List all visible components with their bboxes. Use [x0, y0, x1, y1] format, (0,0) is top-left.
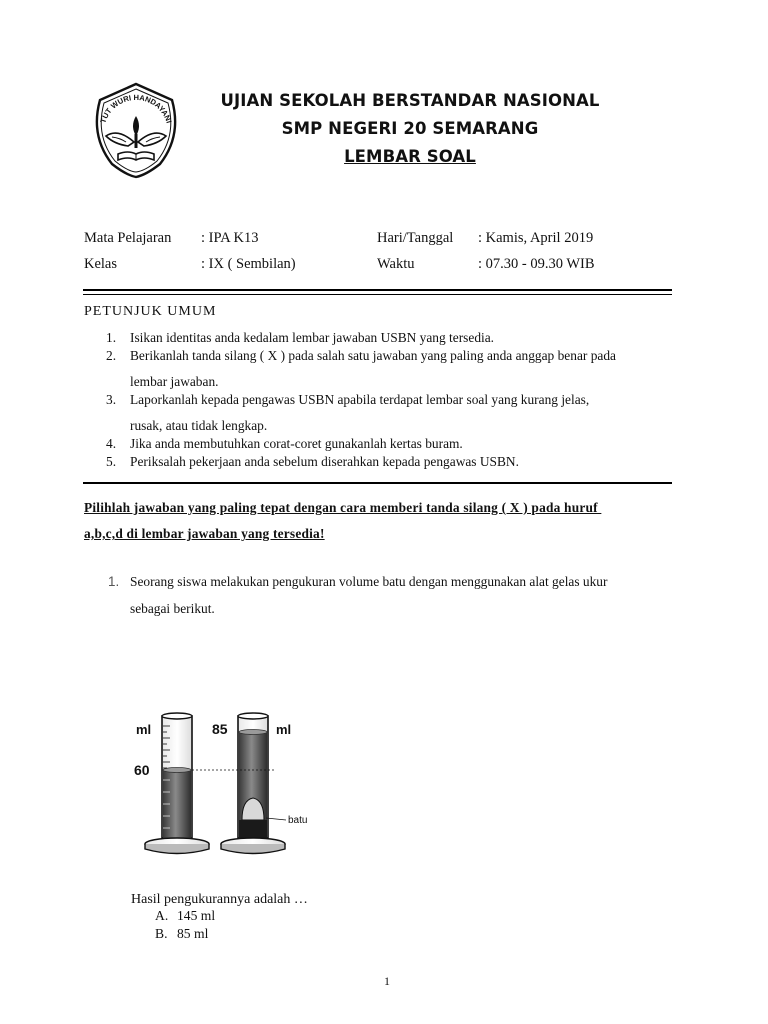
instruction-text: Laporkanlah kepada pengawas USBN apabila terdapat lembar soal yang kurang jelas, — [130, 392, 590, 407]
stone-pointer — [266, 818, 286, 820]
option-a-letter: A. — [155, 908, 169, 923]
instruction-number: 3. — [106, 392, 117, 407]
instruction-item — [86, 392, 686, 434]
instruction-text: Isikan identitas anda kedalam lembar jawaban USBN yang tersedia. — [130, 330, 495, 345]
instruction-item — [86, 330, 686, 346]
question-prompt: Hasil pengukurannya adalah … — [131, 892, 308, 907]
school-name: SMP NEGERI 20 SEMARANG — [281, 119, 539, 138]
class-label: Kelas — [84, 256, 118, 272]
sheet-title-text: LEMBAR SOAL — [344, 147, 476, 166]
option-a-text: 145 ml — [177, 908, 216, 923]
subject-value: : IPA K13 — [201, 230, 259, 246]
instruction-item — [86, 348, 686, 390]
divider-instructions-end — [83, 482, 672, 484]
right-reading-label: 85 — [212, 721, 228, 737]
question-text-cont: sebagai berikut. — [130, 601, 215, 616]
day-label: Hari/Tanggal — [377, 230, 454, 246]
class-value: : IX ( Sembilan) — [201, 256, 296, 272]
page-number: 1 — [384, 974, 390, 988]
sheet-title — [150, 147, 670, 166]
instruction-number: 4. — [106, 436, 117, 451]
instructions-heading: PETUNJUK UMUM — [84, 304, 217, 319]
time-label: Waktu — [377, 256, 415, 272]
right-unit-label: ml — [276, 722, 292, 737]
instruction-text: Berikanlah tanda silang ( X ) pada salah satu jawaban yang paling anda anggap benar pada — [130, 348, 616, 363]
instruction-text: Periksalah pekerjaan anda sebelum diserahkan kepada pengawas USBN. — [130, 454, 519, 469]
measuring-cylinders-figure — [126, 708, 332, 864]
instruction-item — [86, 436, 686, 452]
instructions-list — [86, 330, 686, 470]
instruction-number: 2. — [106, 348, 117, 363]
instruction-text-cont: lembar jawaban. — [130, 374, 219, 389]
divider-thin — [83, 294, 672, 295]
stone-label: batu — [288, 815, 308, 826]
left-level-label: 60 — [134, 762, 150, 778]
exam-title: UJIAN SEKOLAH BERSTANDAR NASIONAL — [220, 91, 600, 110]
instruction-text-cont: rusak, atau tidak lengkap. — [130, 418, 268, 433]
instruction-number: 5. — [106, 454, 117, 469]
left-unit-label: ml — [136, 722, 152, 737]
instruction-number: 1. — [106, 330, 117, 345]
question-number: 1. — [108, 574, 120, 589]
logo-motto-text: TUT WURI HANDAYANI — [98, 92, 174, 125]
instruction-text: Jika anda membutuhkan corat-coret gunakanlah kertas buram. — [130, 436, 463, 451]
directive-line-1: Pilihlah jawaban yang paling tepat dengan cara memberi tanda silang ( X ) pada huruf — [84, 500, 602, 515]
option-b-text: 85 ml — [177, 926, 209, 941]
day-value: : Kamis, April 2019 — [478, 230, 594, 246]
question-text: Seorang siswa melakukan pengukuran volume batu dengan menggunakan alat gelas ukur — [130, 574, 608, 589]
directive-line-2: a,b,c,d di lembar jawaban yang tersedia! — [84, 526, 325, 541]
time-value: : 07.30 - 09.30 WIB — [478, 256, 595, 272]
instruction-item — [86, 454, 686, 470]
divider-thick — [83, 289, 672, 291]
option-b-letter: B. — [155, 926, 168, 941]
subject-label: Mata Pelajaran — [84, 230, 172, 246]
